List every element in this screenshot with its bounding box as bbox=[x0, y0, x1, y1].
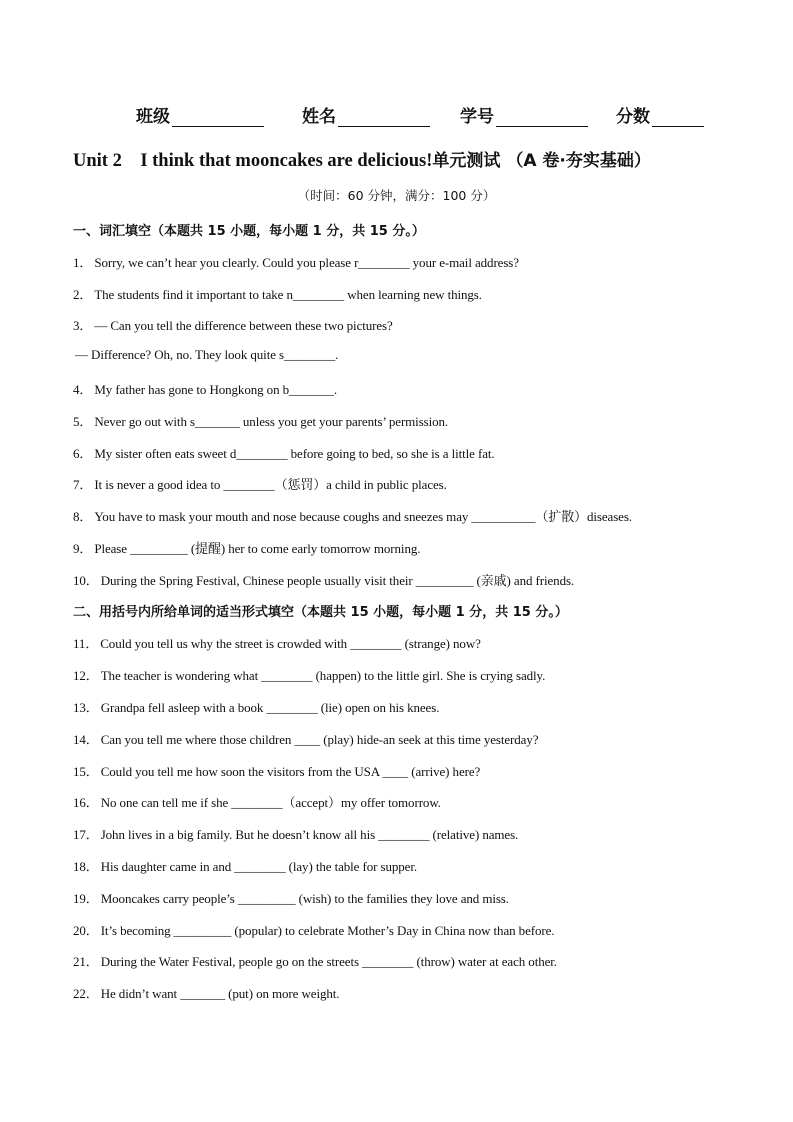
class-blank[interactable] bbox=[172, 106, 264, 127]
question-item: 8． You have to mask your mouth and nose because coughs and sneezes may __________（扩散）diseases. bbox=[73, 509, 632, 524]
question-item: 4． My father has gone to Hongkong on b_______. bbox=[73, 382, 337, 397]
student-id-blank[interactable] bbox=[496, 106, 588, 127]
student-info-row bbox=[136, 102, 733, 127]
question-item: 1． Sorry, we can’t hear you clearly. Could you please r________ your e-mail address? bbox=[73, 255, 519, 270]
question-item: 2． The students find it important to take n________ when learning new things. bbox=[73, 287, 482, 302]
title-chinese: 单元测试 （A 卷·夯实基础） bbox=[432, 151, 651, 171]
question-item: 11． Could you tell us why the street is crowded with ________ (strange) now? bbox=[73, 636, 481, 651]
score-field bbox=[616, 102, 704, 127]
question-item: 13． Grandpa fell asleep with a book ________ (lie) open on his knees. bbox=[73, 700, 440, 715]
name-blank[interactable] bbox=[338, 106, 430, 127]
score-blank[interactable] bbox=[652, 106, 704, 127]
page-title bbox=[73, 146, 733, 172]
question-item: 6． My sister often eats sweet d________ before going to bed, so she is a little fat. bbox=[73, 446, 495, 461]
student-id-label: 学号 bbox=[460, 107, 494, 127]
section-heading-vocabulary: 一、词汇填空（本题共 15 小题，每小题 1 分，共 15 分。） bbox=[73, 224, 425, 239]
question-item: 12． The teacher is wondering what ________ (happen) to the little girl. She is crying sadly. bbox=[73, 668, 546, 683]
exam-time-note: （时间：60 分钟，满分：100 分） bbox=[297, 188, 496, 203]
name-field bbox=[302, 102, 430, 127]
question-item: — Difference? Oh, no. They look quite s________. bbox=[75, 347, 339, 362]
question-item: 16． No one can tell me if she ________（accept）my offer tomorrow. bbox=[73, 795, 441, 810]
question-item: 19． Mooncakes carry people’s _________ (wish) to the families they love and miss. bbox=[73, 891, 509, 906]
question-item: 22． He didn’t want _______ (put) on more weight. bbox=[73, 986, 340, 1001]
class-label: 班级 bbox=[136, 107, 170, 127]
question-item: 9． Please _________ (提醒) her to come early tomorrow morning. bbox=[73, 541, 421, 556]
score-label: 分数 bbox=[616, 107, 650, 127]
class-field bbox=[136, 102, 264, 127]
question-item: 3． — Can you tell the difference between these two pictures? bbox=[73, 318, 393, 333]
name-label: 姓名 bbox=[302, 107, 336, 127]
title-english: Unit 2 I think that mooncakes are delicious! bbox=[73, 151, 433, 171]
question-item: 15． Could you tell me how soon the visitors from the USA ____ (arrive) here? bbox=[73, 764, 481, 779]
question-item: 21． During the Water Festival, people go on the streets ________ (throw) water at each other. bbox=[73, 954, 557, 969]
question-item: 20． It’s becoming _________ (popular) to celebrate Mother’s Day in China now than before. bbox=[73, 923, 555, 938]
student-id-field bbox=[460, 102, 588, 127]
section-heading-word-forms: 二、用括号内所给单词的适当形式填空（本题共 15 小题，每小题 1 分，共 15 分。） bbox=[73, 605, 568, 620]
question-item: 14． Can you tell me where those children ____ (play) hide-an seek at this time yesterday? bbox=[73, 732, 539, 747]
question-item: 7． It is never a good idea to ________（惩罚）a child in public places. bbox=[73, 477, 447, 492]
question-item: 10． During the Spring Festival, Chinese people usually visit their _________ (亲戚) and friends. bbox=[73, 573, 575, 588]
question-item: 17． John lives in a big family. But he doesn’t know all his ________ (relative) names. bbox=[73, 827, 519, 842]
question-item: 18． His daughter came in and ________ (lay) the table for supper. bbox=[73, 859, 417, 874]
question-item: 5． Never go out with s_______ unless you get your parents’ permission. bbox=[73, 414, 449, 429]
